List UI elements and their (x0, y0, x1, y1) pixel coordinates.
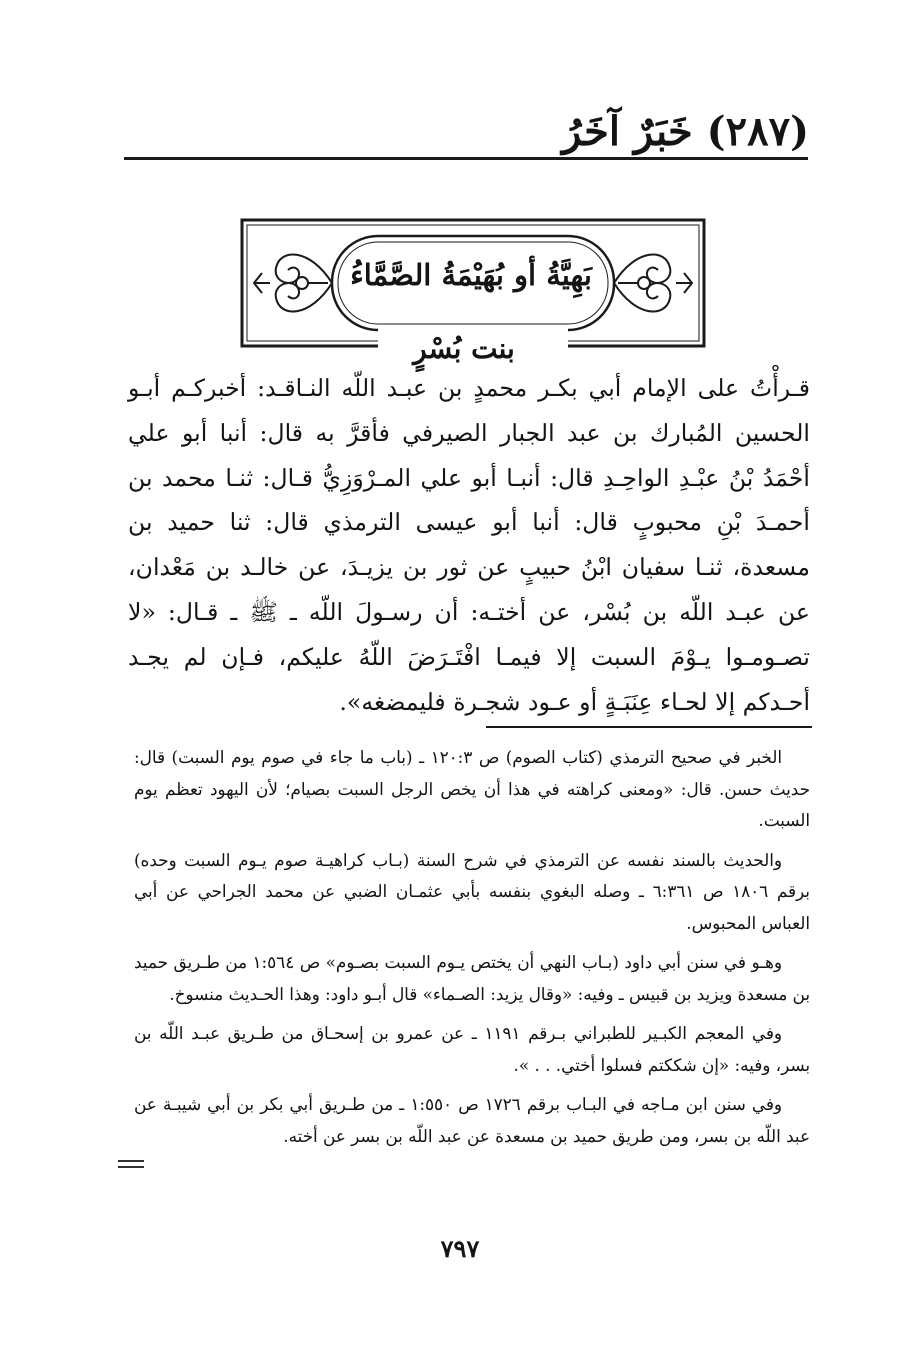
margin-mark (118, 1160, 144, 1172)
main-paragraph: قـرأْتُ على الإمام أبي بكـر محمدٍ بن عبـد اللّه النـاقـد: أخبركـم أبـو الحسين المُبارك بن عبد الجبار الصيرفي فأقرَّ به قال: أنبا أبو علي أحْمَدُ بْنُ عبْـدِ الواحِـدِ قال: أنبـا أبو علي المـرْوَزِيُّ قـال: ثنـا محمد بن أحمـدَ بْنِ محبوبٍ قال: أنبا أبو عيسى الترمذي قال: ثنا حميد بن مسعدة، ثنـا سفيان ابْنُ حبيبٍ عن ثور بن يزيـدَ، عن خالـد بن مَعْدان، عن عبـد اللّه بن بُسْر، عن أختـه: أن رسـولَ اللّه ـ ﷺ ـ قـال: «لا تصـومـوا يـوْمَ السبت إلا فيمـا افْتَـرَضَ اللّهُ عليكم، فـإن لم يجـد أحـدكم إلا لحـاء عِنَبَـةٍ أو عـود شجـرة فليمضغه». (128, 374, 810, 716)
right-ornament (614, 254, 692, 311)
page-number: ٧٩٧ (440, 1234, 480, 1263)
footnotes (134, 742, 810, 1160)
frame-subtitle: بنت بُسْرٍ (413, 332, 515, 365)
footnote-paragraph: وهـو في سنن أبي داود (بـاب النهي أن يختص يـوم السبت بصـوم» ص ١:٥٦٤ من طـريق حميد بن مسعدة ويزيد بن قبيس ـ وفيه: «وقال يزيد: الصـماء» قال أبـو داود: وهذا الحـديث منسوخ. (134, 952, 810, 1004)
section-heading: (٢٨٧) خَبَرٌ آخَرُ (562, 108, 809, 155)
footnote-paragraph: والحديث بالسند نفسه عن الترمذي في شرح السنة (بـاب كراهيـة صوم يـوم السبت وحده) برقم ١٨٠٦ ص ٦:٣٦١ ـ وصله البغوي بنفسه بأبي عثمـان الضبي عن محمد الجراحي عن أبي العباس المحبوس. (134, 849, 810, 933)
footnote-paragraph: وفي سنن ابن مـاجه في البـاب برقم ١٧٢٦ ص ١:٥٥٠ ـ من طـريق أبي بكر بن أبي شيبـة عن عبد اللّه بن بسر، ومن طريق حميد بن مسعدة عن عبد اللّه بن بسر عن أخته. (134, 1094, 810, 1146)
footnote-divider (486, 726, 812, 728)
left-ornament (254, 254, 332, 311)
footnote-paragraph: وفي المعجم الكبـير للطبراني بـرقم ١١٩١ ـ عن عمرو بن إسحـاق من طـريق عبـد اللّه بن بسر، وفيه: «إن شككتم فسلوا أختي. . . ». (134, 1023, 810, 1075)
frame-title: بَهِيَّةُ أو بُهَيْمَةُ الصَّمَّاءُ (350, 258, 592, 292)
header-divider (124, 157, 808, 160)
footnote-paragraph: الخبر في صحيح الترمذي (كتاب الصوم) ص ١٢٠:٣ ـ (باب ما جاء في صوم يوم السبت) قال: حديث حسن. قال: «ومعنى كراهته في هذا أن يخص الرجل السبت بصيام؛ لأن اليهود تعظم يوم السبت. (134, 747, 810, 830)
